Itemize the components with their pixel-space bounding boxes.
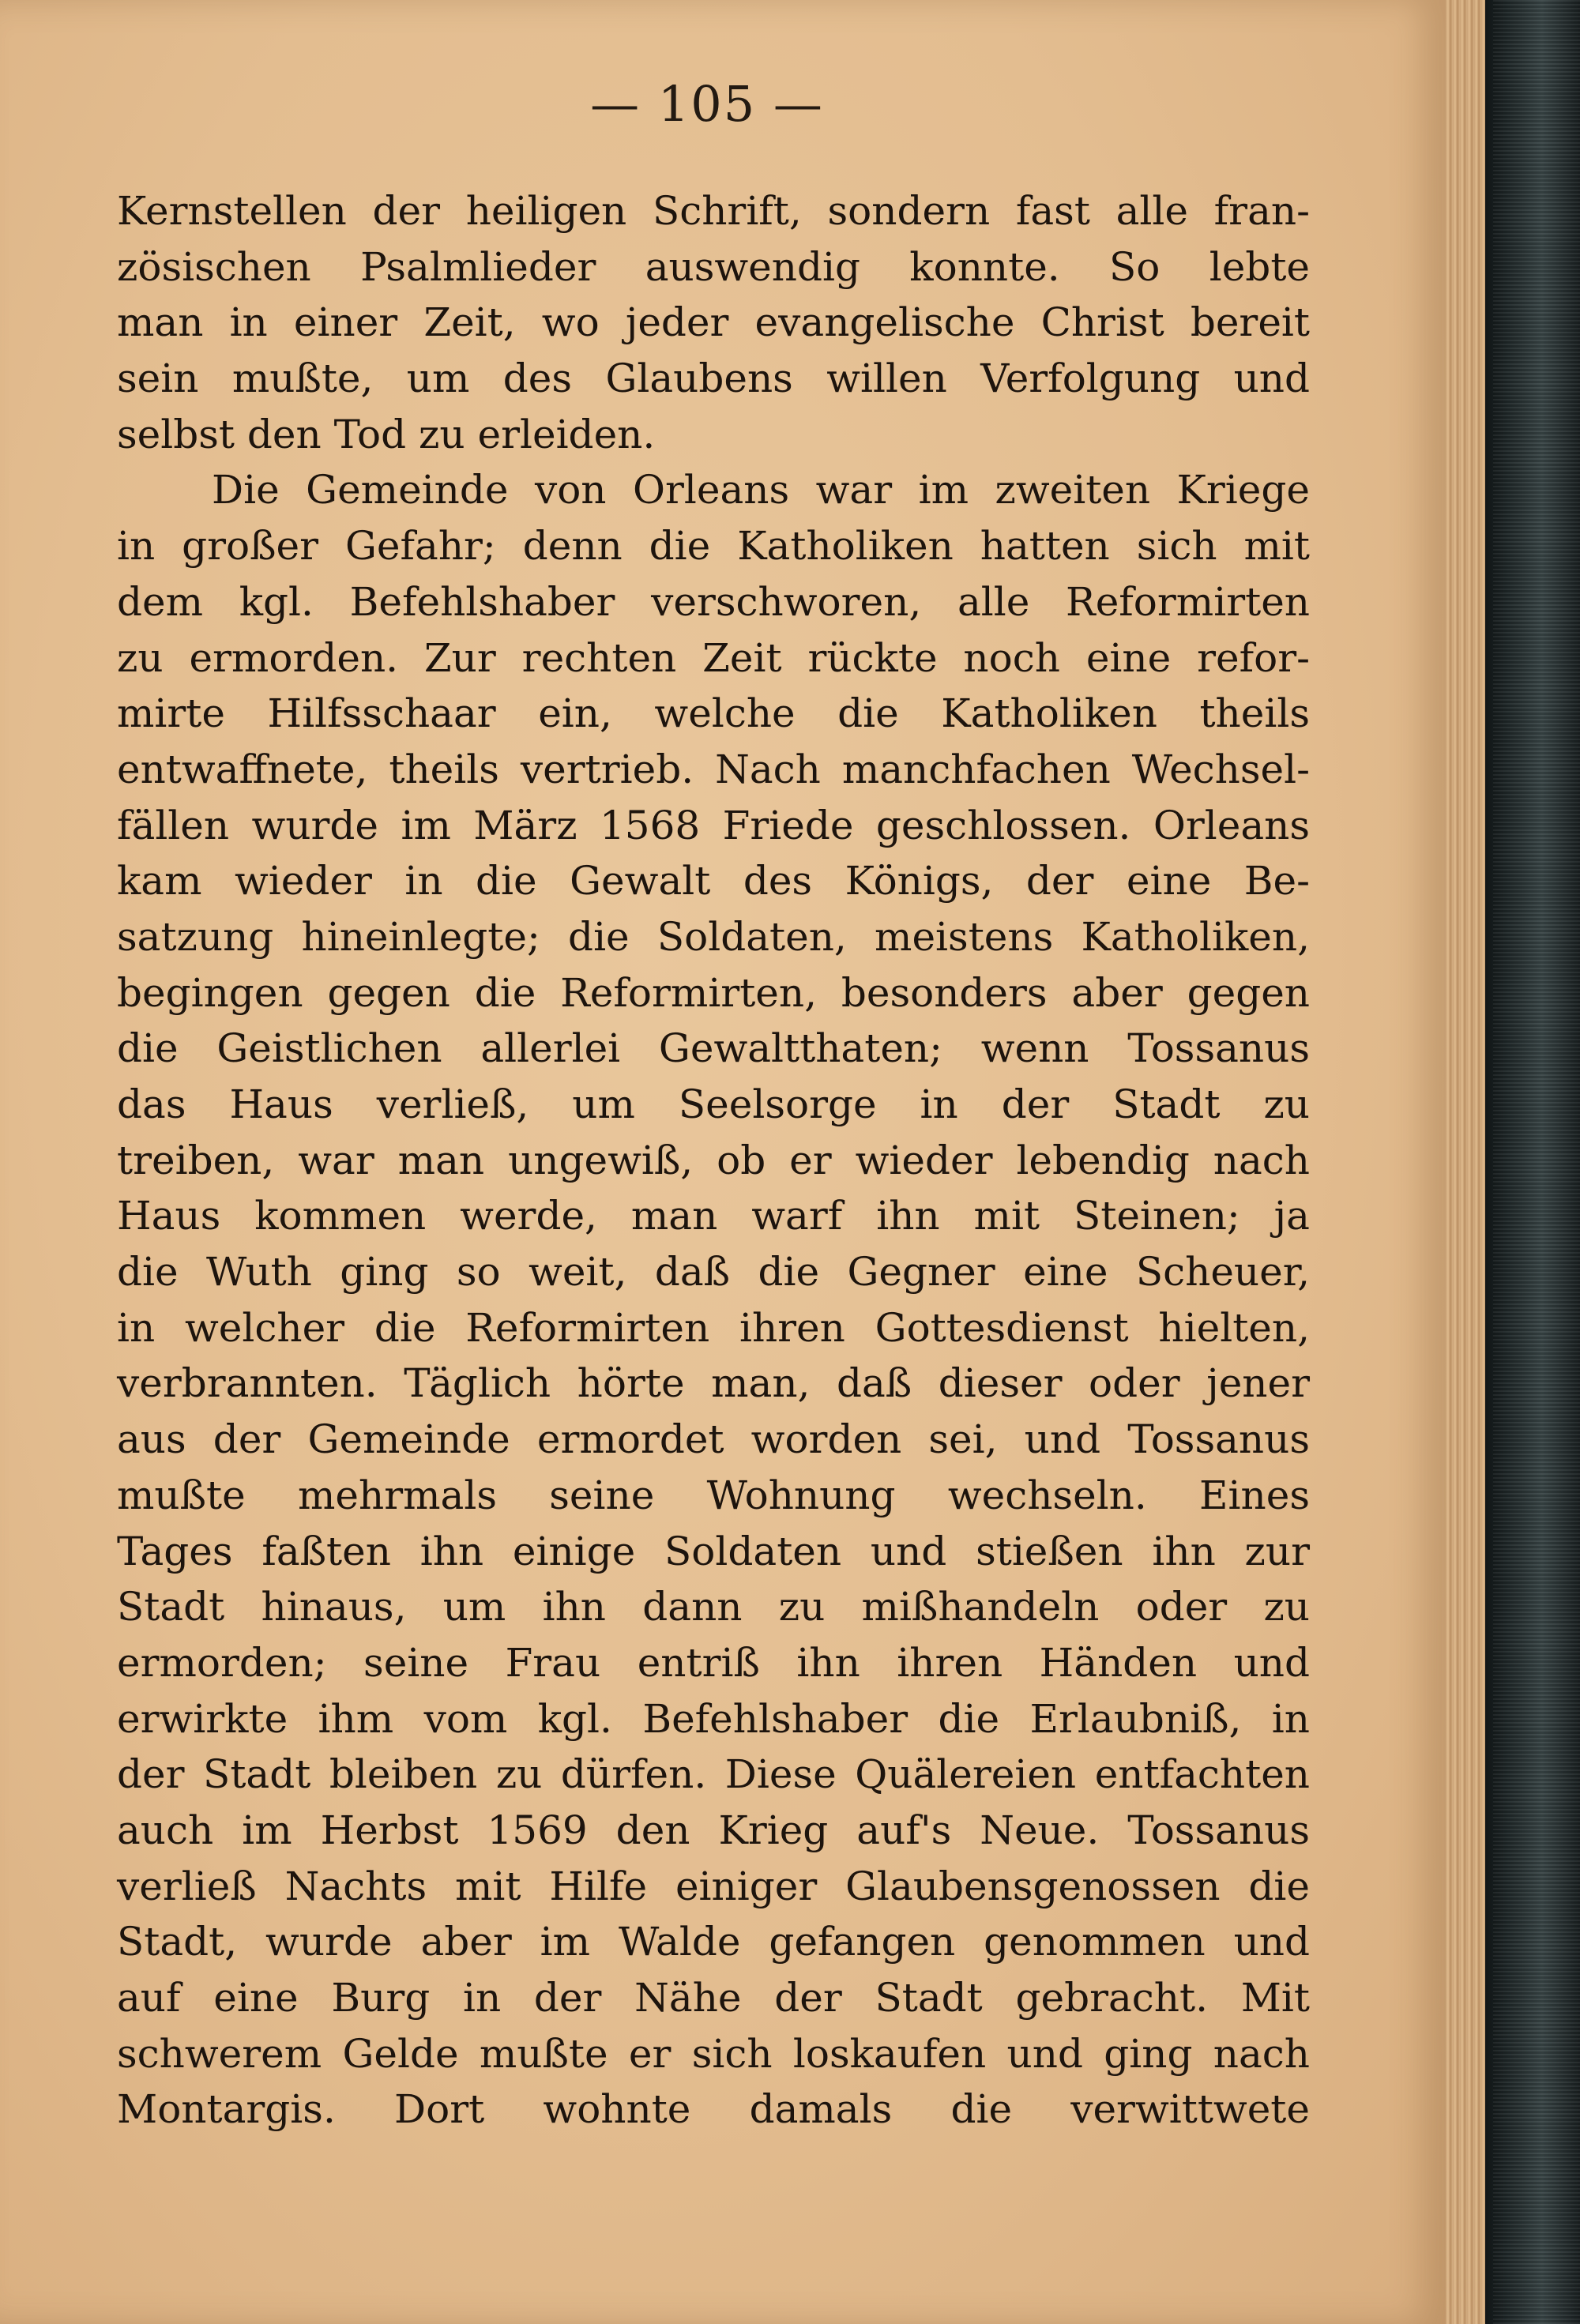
- text-line: verließ Nachts mit Hilfe einiger Glaubensgenossen die: [117, 1863, 1310, 1909]
- text-line: zösischen Psalmlieder auswendig konnte. So lebte: [117, 243, 1310, 290]
- text-line: erwirkte ihm vom kgl. Befehlshaber die Erlaubniß, in: [117, 1695, 1310, 1742]
- page-edges: [1446, 0, 1485, 2324]
- text-line: ermorden; seine Frau entriß ihn ihren Händen und: [117, 1639, 1310, 1686]
- text-line: Montargis. Dort wohnte damals die verwittwete: [117, 2086, 1310, 2133]
- text-line: der Stadt bleiben zu dürfen. Diese Quälereien entfachten: [117, 1751, 1310, 1798]
- text-line: das Haus verließ, um Seelsorge in der Stadt zu: [117, 1081, 1310, 1127]
- text-line: begingen gegen die Reformirten, besonders aber gegen: [117, 969, 1310, 1016]
- text-line: Haus kommen werde, man warf ihn mit Steinen; ja: [117, 1193, 1310, 1239]
- text-line: kam wieder in die Gewalt des Königs, der eine Be-: [117, 858, 1310, 904]
- text-line: in welcher die Reformirten ihren Gottesdienst hielten,: [117, 1304, 1310, 1351]
- page-number: — 105 —: [590, 75, 824, 133]
- text-line: auch im Herbst 1569 den Krieg auf's Neue. Tossanus: [117, 1807, 1310, 1853]
- text-line: Stadt, wurde aber im Walde gefangen genommen und: [117, 1919, 1310, 1965]
- text-line: entwaffnete, theils vertrieb. Nach manchfachen Wechsel-: [117, 746, 1310, 792]
- text-line: sein mußte, um des Glaubens willen Verfolgung und: [117, 355, 1310, 402]
- text-line: selbst den Tod zu erleiden.: [117, 411, 656, 457]
- text-line: Kernstellen der heiligen Schrift, sondern fast alle fran-: [117, 188, 1310, 234]
- text-line: treiben, war man ungewiß, ob er wieder lebendig nach: [117, 1137, 1310, 1183]
- book-cover-texture: [1493, 0, 1580, 2324]
- text-line: satzung hineinlegte; die Soldaten, meistens Katholiken,: [117, 913, 1310, 960]
- text-line: man in einer Zeit, wo jeder evangelische Christ bereit: [117, 299, 1310, 346]
- text-line: in großer Gefahr; denn die Katholiken hatten sich mit: [117, 523, 1310, 570]
- text-line: verbrannten. Täglich hörte man, daß dieser oder jener: [117, 1360, 1310, 1407]
- text-line: mußte mehrmals seine Wohnung wechseln. Eines: [117, 1472, 1310, 1518]
- text-line: schwerem Gelde mußte er sich loskaufen und ging nach: [117, 2030, 1310, 2077]
- text-line: die Geistlichen allerlei Gewaltthaten; wenn Tossanus: [117, 1025, 1310, 1072]
- text-line: zu ermorden. Zur rechten Zeit rückte noch eine refor-: [117, 634, 1310, 681]
- text-line: Die Gemeinde von Orleans war im zweiten Kriege: [212, 467, 1310, 513]
- text-line: dem kgl. Befehlshaber verschworen, alle Reformirten: [117, 578, 1310, 625]
- text-line: mirte Hilfsschaar ein, welche die Katholiken theils: [117, 690, 1310, 737]
- text-line: Tages faßten ihn einige Soldaten und stießen ihn zur: [117, 1528, 1310, 1574]
- text-line: Stadt hinaus, um ihn dann zu mißhandeln oder zu: [117, 1584, 1310, 1630]
- text-line: fällen wurde im März 1568 Friede geschlossen. Orleans: [117, 802, 1310, 848]
- text-line: die Wuth ging so weit, daß die Gegner eine Scheuer,: [117, 1249, 1310, 1295]
- body-text: [117, 183, 1310, 2138]
- text-line: auf eine Burg in der Nähe der Stadt gebracht. Mit: [117, 1975, 1310, 2021]
- text-line: aus der Gemeinde ermordet worden sei, und Tossanus: [117, 1416, 1310, 1463]
